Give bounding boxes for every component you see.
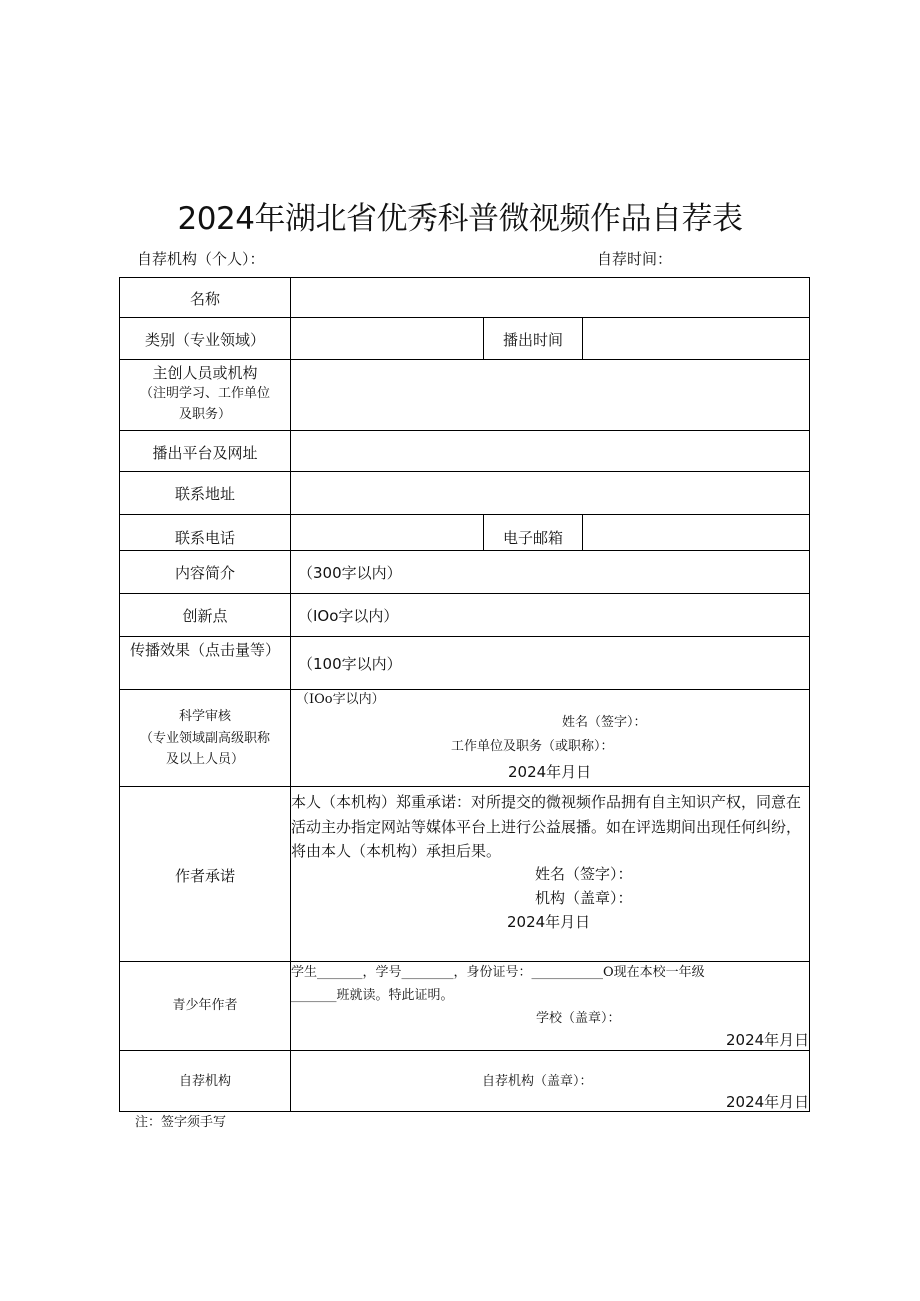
label-review: 科学审核	[178, 709, 231, 724]
label-youth: 青少年作者	[172, 998, 238, 1013]
row-line	[119, 430, 810, 431]
intro-hint: （300字以内）	[298, 564, 402, 582]
divider-broadcast-time	[582, 317, 583, 359]
row-line	[119, 786, 810, 787]
row-line	[119, 277, 810, 278]
row-line	[119, 593, 810, 594]
row-line	[119, 317, 810, 318]
youth-statement-2: _______班就读。特此证明。	[291, 988, 454, 1003]
divider-email	[582, 514, 583, 550]
innovation-hint: （IOo字以内）	[298, 607, 399, 625]
label-innovation: 创新点	[182, 607, 228, 625]
review-sign-field: 姓名（签字）：	[562, 715, 647, 730]
label-promise: 作者承诺	[174, 867, 235, 885]
youth-school-stamp: 学校（盖章）：	[536, 1011, 621, 1026]
label-creators-note-2: 及职务）	[178, 407, 231, 422]
promise-sign-field: 姓名（签字）：	[535, 865, 633, 883]
promise-text-3: 将由本人（本机构）承担后果。	[291, 842, 502, 860]
label-review-note: （专业领域副高级职称	[139, 731, 270, 746]
row-line	[119, 636, 810, 637]
label-email: 电子邮箱	[502, 529, 563, 547]
review-hint: （IOo字以内）	[296, 692, 385, 707]
row-line	[119, 1050, 810, 1051]
submit-time-label: 自荐时间：	[597, 250, 673, 268]
footnote: 注：签字须手写	[135, 1115, 227, 1130]
promise-text-2: 活动主办指定网站等媒体平台上进行公益展播。如在评选期间出现任何纠纷，	[291, 818, 802, 836]
row-line	[119, 471, 810, 472]
youth-statement-1: 学生_______，学号________，身份证号：___________O现在本校一年级	[291, 965, 705, 980]
row-line	[119, 689, 810, 690]
youth-date: 2024年月日	[726, 1031, 810, 1049]
row-line	[119, 514, 810, 515]
label-phone: 联系电话	[174, 529, 235, 547]
label-address: 联系地址	[174, 485, 235, 503]
label-intro: 内容简介	[174, 564, 235, 582]
page-title: 2024年湖北省优秀科普微视频作品自荐表	[177, 201, 743, 237]
label-creators: 主创人员或机构	[152, 364, 258, 382]
promise-date: 2024年月日	[507, 913, 591, 931]
label-review-note-2: 及以上人员）	[165, 752, 244, 767]
label-platform: 播出平台及网址	[152, 444, 258, 462]
label-org: 自荐机构	[178, 1074, 231, 1089]
label-name: 名称	[189, 290, 220, 308]
review-date: 2024年月日	[508, 763, 592, 781]
label-creators-note: （注明学习、工作单位	[139, 386, 270, 401]
label-category: 类别（专业领域）	[144, 331, 265, 349]
label-effect: 传播效果（点击量等）	[129, 641, 280, 659]
row-line	[119, 1111, 810, 1112]
org-date: 2024年月日	[726, 1093, 810, 1111]
org-person-label: 自荐机构（个人）：	[137, 250, 265, 268]
promise-text-1: 本人（本机构）郑重承诺：对所提交的微视频作品拥有自主知识产权，同意在	[291, 793, 802, 811]
org-stamp: 自荐机构（盖章）：	[482, 1074, 593, 1089]
label-broadcast-time: 播出时间	[502, 331, 563, 349]
row-line	[119, 550, 810, 551]
effect-hint: （100字以内）	[298, 655, 402, 673]
promise-org-field: 机构（盖章）：	[535, 889, 633, 907]
review-unit-field: 工作单位及职务（或职称）：	[451, 739, 614, 754]
table-border-right	[809, 277, 810, 1112]
row-line	[119, 359, 810, 360]
